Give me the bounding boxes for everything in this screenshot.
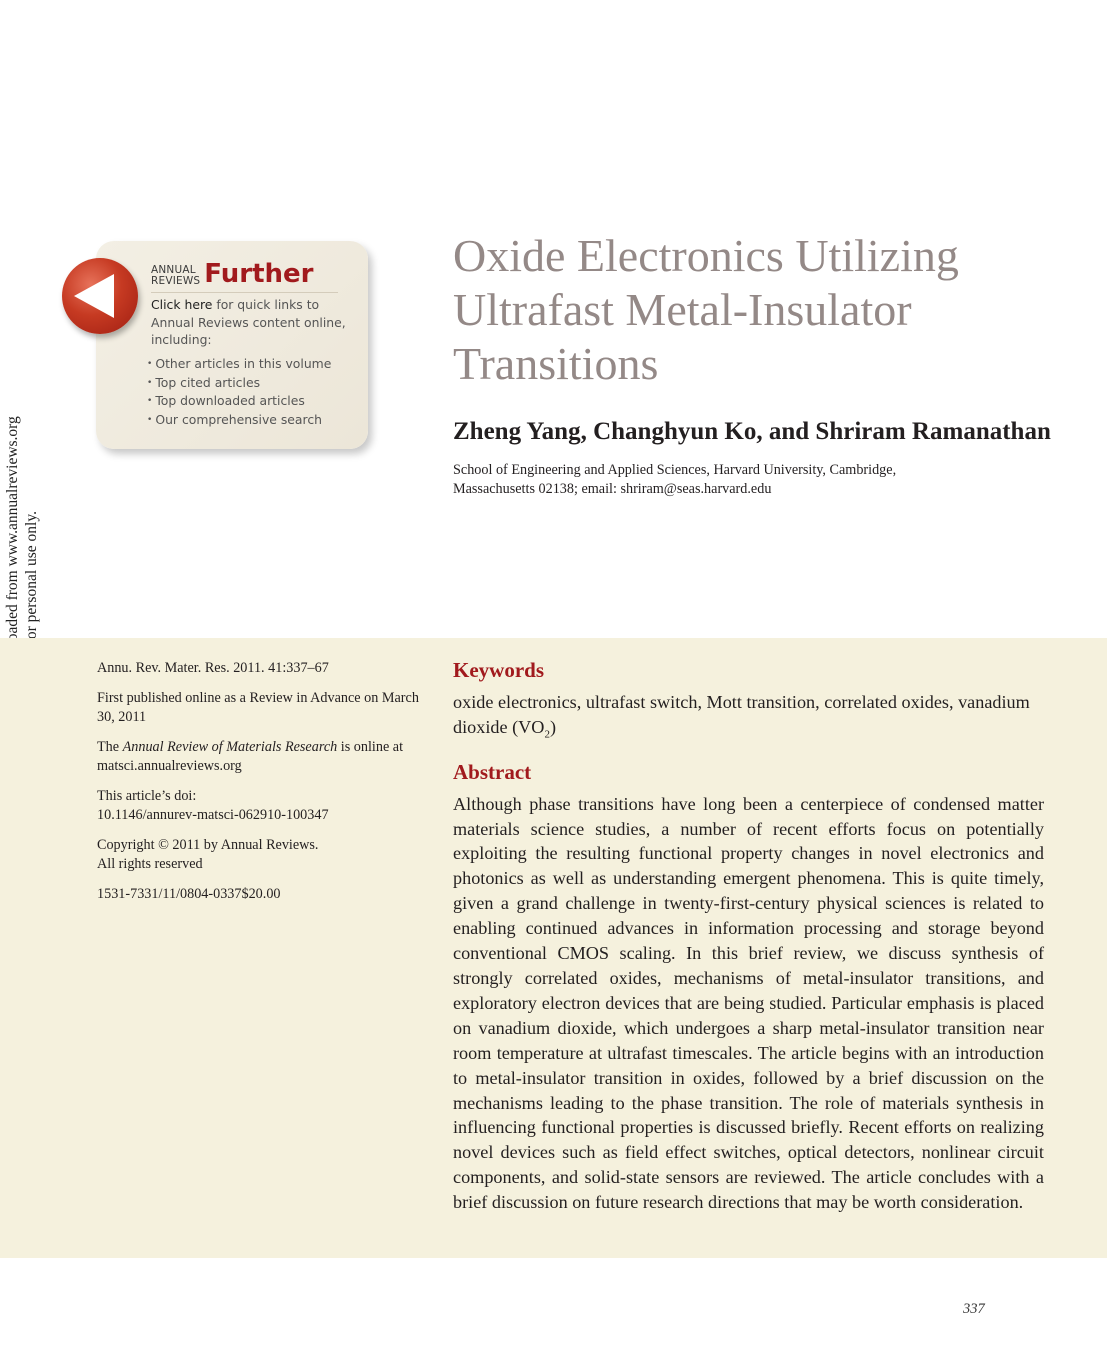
doi[interactable]: 10.1146/annurev-matsci-062910-100347: [97, 807, 329, 823]
left-arrow-icon[interactable]: [62, 258, 138, 334]
link-top-cited[interactable]: • Top cited articles: [147, 374, 331, 393]
link-top-downloaded[interactable]: • Top downloaded articles: [147, 392, 331, 411]
journal-name: Annual Review of Materials Research: [122, 739, 338, 755]
first-published: First published online as a Review in Advance on March 30, 2011: [97, 690, 419, 725]
link-comprehensive-search[interactable]: • Our comprehensive search: [147, 411, 331, 430]
citation: Annu. Rev. Mater. Res. 2011. 41:337–67: [97, 660, 329, 676]
annual-reviews-logo: ANNUAL REVIEWS: [151, 264, 201, 287]
issn-price: 1531-7331/11/0804-0337$20.00: [97, 886, 281, 902]
abstract-heading: Abstract: [453, 759, 532, 784]
keywords-list: oxide electronics, ultrafast switch, Mott transition, correlated oxides, vanadium dioxide $(VO_2)$: [453, 692, 1030, 741]
journal-online: The Annual Review of Materials Research is online at matsci.annualreviews.org: [97, 739, 404, 774]
keywords-heading: Keywords: [453, 658, 544, 682]
further-links: [147, 355, 331, 429]
further-box[interactable]: [96, 241, 368, 449]
link-other-articles[interactable]: • Other articles in this volume: [147, 355, 331, 374]
further-description: Click here for quick links to Annual Reviews content online, including:: [151, 297, 346, 347]
divider: [151, 292, 338, 293]
abstract-text: Although phase transitions have long been a centerpiece of condensed matter materials science studies, a number of recent efforts focus on potentially exploiting the resulting functional property changes in novel electronics and photonics as well as understanding emergent phenomena. This is quite timely, given a grand challenge in twenty-first-century physical sciences is related to enabling continued advances in information processing and storage beyond conventional CMOS scaling. In this brief review, we discuss synthesis of strongly correlated oxides, mechanisms of metal-insulator transitions, and exploratory electron devices that are being studied. Particular emphasis is placed on vanadium dioxide, which undergoes a sharp metal-insulator transition near room temperature at ultrafast timescales. The article begins with an introduction to metal-insulator transition in oxides, followed by a brief discussion on the mechanisms leading to the phase transition. The role of materials synthesis in influencing functional properties is discussed briefly. Recent efforts on realizing novel devices such as field effect switches, optical detectors, nonlinear circuit components, and solid-state sensors are reviewed. The article concludes with a brief discussion on future research directions that may be worth consideration.: [453, 793, 1044, 1213]
page-number: 337: [963, 1301, 985, 1317]
article-title: Oxide Electronics Utilizing Ultrafast Metal-Insulator Transitions: [453, 230, 959, 389]
further-header: [151, 261, 314, 287]
affiliation: School of Engineering and Applied Sciences, Harvard University, Cambridge, Massachusetts 02138; email: shriram@seas.harvard.edu: [453, 462, 897, 497]
doi-block: This article’s doi: 10.1146/annurev-matsci-062910-100347: [97, 788, 329, 823]
authors: Zheng Yang, Changhyun Ko, and Shriram Ramanathan: [453, 418, 1051, 445]
click-here-link[interactable]: Click here: [151, 297, 213, 312]
main-column: [453, 656, 1044, 1215]
article-metadata: [97, 659, 427, 915]
further-title: Further: [204, 259, 314, 289]
copyright: Copyright © 2011 by Annual Reviews. All rights reserved: [97, 837, 319, 872]
